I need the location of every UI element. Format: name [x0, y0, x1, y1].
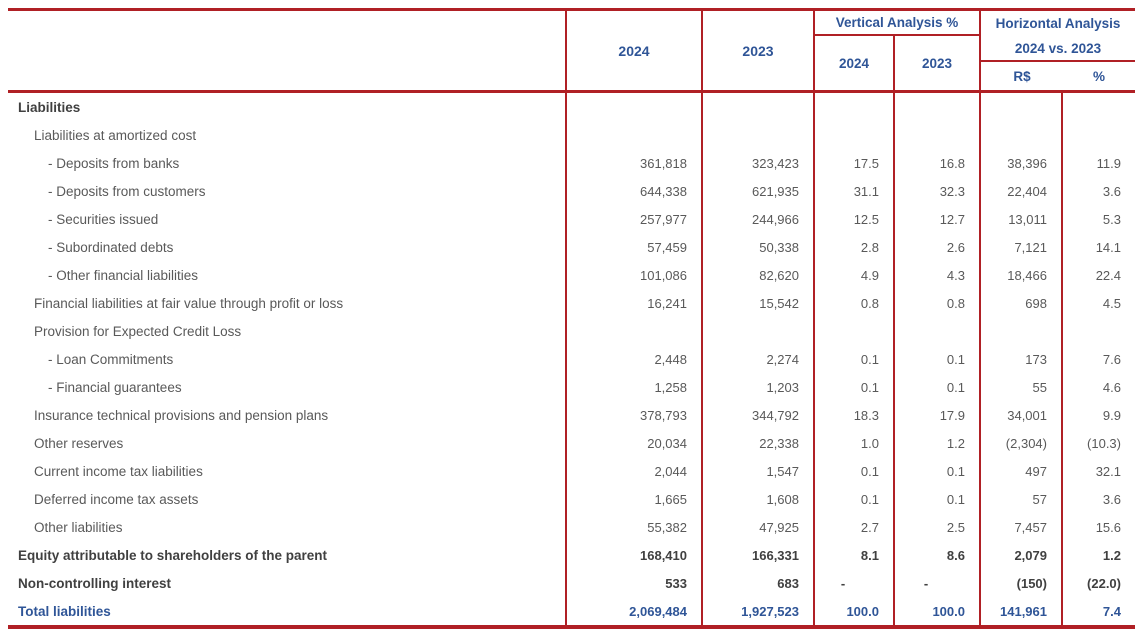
row-value: 13,011 — [981, 205, 1063, 233]
row-value — [815, 121, 895, 149]
table-row — [8, 177, 1135, 205]
liabilities-analysis-table — [8, 8, 1135, 629]
row-value: 82,620 — [703, 261, 815, 289]
row-value: 57,459 — [567, 233, 703, 261]
row-value: 698 — [981, 289, 1063, 317]
row-value: 3.6 — [1102, 183, 1121, 199]
row-value: 7.6 — [1102, 351, 1121, 367]
row-value — [815, 317, 895, 345]
table-row — [8, 457, 1135, 485]
row-value: 2.8 — [815, 233, 895, 261]
row-value: 2.7 — [815, 513, 895, 541]
table-row — [8, 597, 1135, 625]
row-value: 22,338 — [703, 429, 815, 457]
row-label: - Deposits from customers — [8, 177, 567, 205]
row-value — [815, 93, 895, 121]
row-value: 166,331 — [703, 541, 815, 569]
row-value — [895, 121, 981, 149]
row-value: (22.0) — [1087, 575, 1121, 591]
row-value: 14.1 — [1095, 239, 1121, 255]
row-value: 2,069,484 — [567, 597, 703, 625]
row-value: 50,338 — [703, 233, 815, 261]
row-value — [567, 317, 703, 345]
row-value: 55,382 — [567, 513, 703, 541]
row-value: 2,274 — [703, 345, 815, 373]
row-value — [1063, 317, 1135, 345]
row-value: 1,665 — [567, 485, 703, 513]
row-value: 15,542 — [703, 289, 815, 317]
header-vertical-analysis: Vertical Analysis % — [815, 11, 981, 36]
row-value: 2,079 — [981, 541, 1063, 569]
row-label: - Deposits from banks — [8, 149, 567, 177]
header-va-sub-2024: 2024 — [815, 36, 895, 90]
row-value: 101,086 — [567, 261, 703, 289]
row-value: 3.6 — [1102, 491, 1121, 507]
row-value — [981, 93, 1063, 121]
row-value: 244,966 — [703, 205, 815, 233]
row-value: 4.6 — [1102, 379, 1121, 395]
header-va-sub-2023: 2023 — [895, 36, 981, 90]
row-value: 2,044 — [567, 457, 703, 485]
row-value: (150) — [981, 569, 1063, 597]
row-value: 2,448 — [567, 345, 703, 373]
row-value — [895, 317, 981, 345]
row-value — [981, 121, 1063, 149]
row-value: 57 — [981, 485, 1063, 513]
row-value: 100.0 — [895, 597, 981, 625]
row-value: 1.2 — [1102, 547, 1121, 563]
row-value: 0.1 — [815, 457, 895, 485]
row-value: 22,404 — [981, 177, 1063, 205]
row-value: 4.9 — [815, 261, 895, 289]
row-label: Liabilities — [8, 93, 567, 121]
row-value: 0.8 — [815, 289, 895, 317]
row-value: 17.5 — [815, 149, 895, 177]
header-horizontal-analysis: Horizontal Analysis — [995, 16, 1121, 31]
row-value: 2.5 — [895, 513, 981, 541]
row-value: 378,793 — [567, 401, 703, 429]
row-value: 1.0 — [815, 429, 895, 457]
header-col-2023: 2023 — [703, 11, 815, 90]
row-value: 8.1 — [815, 541, 895, 569]
row-value: 2.6 — [895, 233, 981, 261]
row-value — [1063, 93, 1135, 121]
row-label: Liabilities at amortized cost — [8, 121, 567, 149]
row-value: 344,792 — [703, 401, 815, 429]
row-value: 32.1 — [1095, 463, 1121, 479]
row-value: 34,001 — [981, 401, 1063, 429]
row-value: 0.1 — [815, 345, 895, 373]
row-value: 7.4 — [1102, 603, 1121, 619]
row-value: 32.3 — [895, 177, 981, 205]
table-header — [8, 8, 1135, 93]
row-value — [1063, 121, 1135, 149]
row-value: 8.6 — [895, 541, 981, 569]
row-label: Equity attributable to shareholders of the parent — [8, 541, 567, 569]
table-body — [8, 93, 1135, 629]
row-label: Financial liabilities at fair value through profit or loss — [8, 289, 567, 317]
row-value: 644,338 — [567, 177, 703, 205]
row-value: 0.1 — [895, 485, 981, 513]
table-row — [8, 289, 1135, 317]
row-label: Provision for Expected Credit Loss — [8, 317, 567, 345]
row-value — [567, 93, 703, 121]
table-row — [8, 345, 1135, 373]
row-value: 18.3 — [815, 401, 895, 429]
row-value: 1,608 — [703, 485, 815, 513]
row-value: 0.1 — [895, 345, 981, 373]
table-row — [8, 93, 1135, 121]
row-value — [981, 317, 1063, 345]
row-label: Insurance technical provisions and pension plans — [8, 401, 567, 429]
table-row — [8, 541, 1135, 569]
row-value — [567, 121, 703, 149]
row-value: 141,961 — [981, 597, 1063, 625]
header-ha-2024-vs-2023: 2024 vs. 2023 — [981, 36, 1135, 62]
row-value: 12.5 — [815, 205, 895, 233]
header-ha-rs: R$ — [1013, 68, 1031, 84]
row-value: 361,818 — [567, 149, 703, 177]
row-value: 17.9 — [895, 401, 981, 429]
row-value: 5.3 — [1102, 211, 1121, 227]
row-value: 16.8 — [895, 149, 981, 177]
row-label: Current income tax liabilities — [8, 457, 567, 485]
table-row — [8, 429, 1135, 457]
row-value: - — [895, 569, 981, 597]
header-ha-pct: % — [1092, 68, 1105, 84]
row-label: - Loan Commitments — [8, 345, 567, 373]
row-label: Other liabilities — [8, 513, 567, 541]
row-value: 1,258 — [567, 373, 703, 401]
row-value: 100.0 — [815, 597, 895, 625]
table-row — [8, 569, 1135, 597]
row-value: 16,241 — [567, 289, 703, 317]
row-value: 323,423 — [703, 149, 815, 177]
row-value: 20,034 — [567, 429, 703, 457]
row-value: 1,547 — [703, 457, 815, 485]
row-value: 533 — [567, 569, 703, 597]
table-row — [8, 121, 1135, 149]
row-value: 4.5 — [1102, 295, 1121, 311]
table-row — [8, 401, 1135, 429]
table-row — [8, 373, 1135, 401]
row-value: 0.8 — [895, 289, 981, 317]
row-label: - Other financial liabilities — [8, 261, 567, 289]
row-value: 621,935 — [703, 177, 815, 205]
row-value — [703, 93, 815, 121]
row-value: 497 — [981, 457, 1063, 485]
row-value: 47,925 — [703, 513, 815, 541]
table-row — [8, 149, 1135, 177]
row-value: (2,304) — [981, 429, 1063, 457]
table-row — [8, 513, 1135, 541]
row-label: Other reserves — [8, 429, 567, 457]
row-value: 257,977 — [567, 205, 703, 233]
row-label: Deferred income tax assets — [8, 485, 567, 513]
row-value: 22.4 — [1095, 267, 1121, 283]
row-label: Non-controlling interest — [8, 569, 567, 597]
row-value: 0.1 — [895, 457, 981, 485]
row-value: 683 — [703, 569, 815, 597]
header-col-2024: 2024 — [567, 11, 703, 90]
row-value: 1,927,523 — [703, 597, 815, 625]
row-value: 9.9 — [1102, 407, 1121, 423]
header-label-cell — [8, 11, 567, 90]
table-row — [8, 317, 1135, 345]
row-value: 0.1 — [815, 485, 895, 513]
row-label: Total liabilities — [8, 597, 567, 625]
row-value: - — [815, 569, 895, 597]
row-value: 7,121 — [981, 233, 1063, 261]
row-value: 55 — [981, 373, 1063, 401]
row-value: 12.7 — [895, 205, 981, 233]
row-value: 168,410 — [567, 541, 703, 569]
row-value: 0.1 — [895, 373, 981, 401]
row-value: 11.9 — [1096, 155, 1121, 171]
row-value — [703, 121, 815, 149]
row-value — [703, 317, 815, 345]
row-value: 7,457 — [981, 513, 1063, 541]
row-value: 1.2 — [895, 429, 981, 457]
row-value: 173 — [981, 345, 1063, 373]
row-value: 0.1 — [815, 373, 895, 401]
row-value: 4.3 — [895, 261, 981, 289]
row-label: - Securities issued — [8, 205, 567, 233]
row-value: 1,203 — [703, 373, 815, 401]
row-label: - Subordinated debts — [8, 233, 567, 261]
table-row — [8, 261, 1135, 289]
row-value: 31.1 — [815, 177, 895, 205]
table-row — [8, 205, 1135, 233]
row-label: - Financial guarantees — [8, 373, 567, 401]
row-value: 38,396 — [981, 149, 1063, 177]
row-value — [895, 93, 981, 121]
row-value: 15.6 — [1095, 519, 1121, 535]
row-value: 18,466 — [981, 261, 1063, 289]
row-value: (10.3) — [1087, 435, 1121, 451]
table-row — [8, 485, 1135, 513]
table-row — [8, 233, 1135, 261]
